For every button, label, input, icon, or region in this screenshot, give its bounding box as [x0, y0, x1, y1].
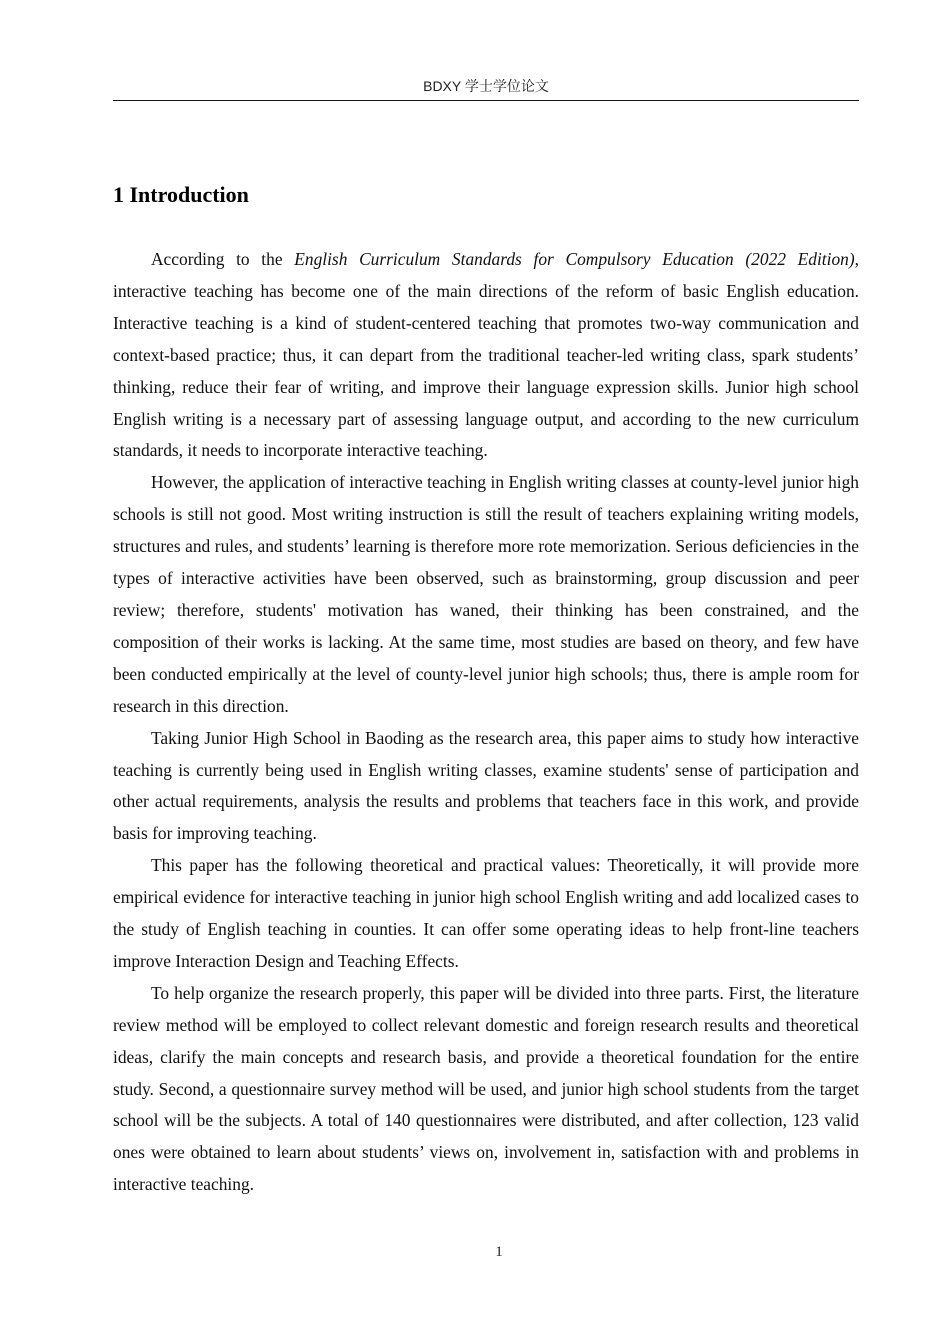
paragraph-1-rest: , interactive teaching has become one of the main directions of the reform of basic English education. Interactive teaching is a kind of student-centered teaching that promotes two-way communication and context-based practice; thus, it can depart from the traditional teacher-led writing class, spark students’ thinking, reduce their fear of writing, and improve their language expression skills. Junior high school English writing is a necessary part of assessing language output, and according to the new curriculum standards, it needs to incorporate interactive teaching.: [113, 249, 859, 461]
paragraph-2: However, the application of interactive teaching in English writing classes at county-level junior high schools is still not good. Most writing instruction is still the result of teachers explaining writing models, structures and rules, and students’ learning is therefore more rote memorization. Serious deficiencies in the types of interactive activities have been observed, such as brainstorming, group discussion and peer review; therefore, students' motivation has waned, their thinking has been constrained, and the composition of their works is lacking. At the same time, most studies are based on theory, and few have been conducted empirically at the level of county-level junior high schools; thus, there is ample room for research in this direction.: [113, 472, 859, 716]
header-rule: [113, 100, 859, 101]
paragraph-3: Taking Junior High School in Baoding as the research area, this paper aims to study how interactive teaching is currently being used in English writing classes, examine students' sense of participation and other actual requirements, analysis the results and problems that teachers face in this work, and provide basis for improving teaching.: [113, 727, 859, 844]
paragraph-1-lead: According to the: [151, 249, 295, 269]
paragraph-4: This paper has the following theoretical and practical values: Theoretically, it will provide more empirical evidence for interactive teaching in junior high school English writing and add localized cases to the study of English teaching in counties. It can offer some operating ideas to help front-line teachers improve Interaction Design and Teaching Effects.: [113, 855, 859, 971]
curriculum-standards-title: English Curriculum Standards for Compulsory Education (2022 Edition): [294, 249, 855, 269]
body-text: [113, 244, 859, 1239]
running-header: BDXY 学士学位论文: [423, 78, 549, 94]
page-number: 1: [495, 1244, 503, 1260]
paragraph-1: [113, 244, 859, 467]
chapter-heading: 1 Introduction: [113, 182, 249, 207]
paragraph-5: To help organize the research properly, this paper will be divided into three parts. First, the literature review method will be employed to collect relevant domestic and foreign research results and theoretical ideas, clarify the main concepts and research basis, and provide a theoretical foundation for the entire study. Second, a questionnaire survey method will be used, and junior high school students from the target school will be the subjects. A total of 140 questionnaires were distributed, and after collection, 123 valid ones were obtained to learn about students’ views on, involvement in, satisfaction with and problems in interactive teaching.: [113, 982, 859, 1195]
